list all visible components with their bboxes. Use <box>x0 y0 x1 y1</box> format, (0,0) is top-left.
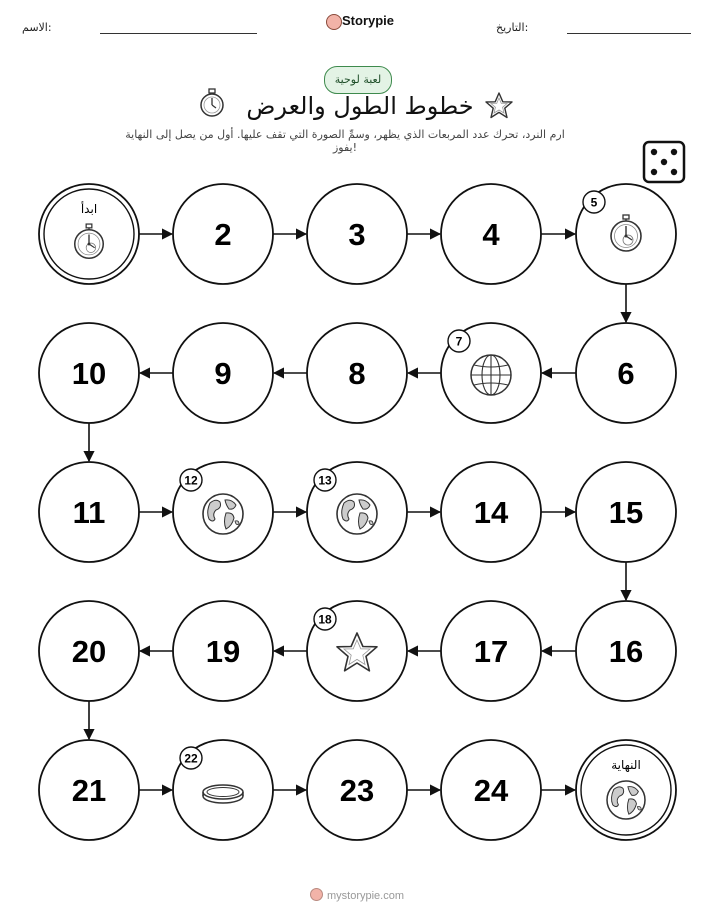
game-type-badge: لعبة لوحية <box>324 66 392 94</box>
board-cell-2[interactable] <box>173 184 273 284</box>
board-cell-20[interactable] <box>39 601 139 701</box>
instructions: ارم النرد، تحرك عدد المربعات الذي يظهر، وسمِّ الصورة التي تقف عليها. أول من يصل إلى النهاية يفوز! <box>125 128 565 154</box>
cell-number: 2 <box>214 217 232 252</box>
cell-number: 24 <box>473 773 509 808</box>
cell-number: 19 <box>205 634 241 669</box>
finish-label: النهاية <box>611 758 641 772</box>
cell-number: 10 <box>71 356 107 391</box>
cell-number: 15 <box>608 495 644 530</box>
board-cell-24[interactable] <box>441 740 541 840</box>
footer <box>0 888 714 902</box>
board-cell-14[interactable] <box>441 462 541 562</box>
cell-number: 9 <box>214 356 232 391</box>
board-cell-1[interactable] <box>39 184 139 284</box>
cell-number: 20 <box>71 634 107 669</box>
footer-url[interactable]: mystorypie.com <box>326 890 405 902</box>
cell-number: 6 <box>617 356 635 391</box>
brand-name: Storypie <box>342 13 395 28</box>
cell-number: 16 <box>608 634 644 669</box>
board-cell-6[interactable] <box>576 323 676 423</box>
board-cell-16[interactable] <box>576 601 676 701</box>
earth-icon <box>203 494 243 534</box>
footer-logo-icon <box>310 888 323 901</box>
board-cell-7[interactable] <box>441 323 541 423</box>
board-cell-15[interactable] <box>576 462 676 562</box>
board-cell-5[interactable] <box>576 184 676 284</box>
cell-number: 14 <box>473 495 509 530</box>
board-cell-18[interactable] <box>307 601 407 701</box>
cell-number: 13 <box>318 473 332 488</box>
cell-number: 22 <box>184 751 198 766</box>
board-cell-9[interactable] <box>173 323 273 423</box>
cell-number: 5 <box>590 195 598 210</box>
cell-number: 17 <box>473 634 509 669</box>
cell-number: 11 <box>72 495 106 530</box>
cell-number: 3 <box>348 217 366 252</box>
board-cell-25[interactable] <box>576 740 676 840</box>
board-cell-3[interactable] <box>307 184 407 284</box>
board-cell-10[interactable] <box>39 323 139 423</box>
board-cell-11[interactable] <box>39 462 139 562</box>
cell-number: 23 <box>339 773 375 808</box>
board-cell-8[interactable] <box>307 323 407 423</box>
board-cell-4[interactable] <box>441 184 541 284</box>
cell-number: 8 <box>348 356 366 391</box>
board-cell-19[interactable] <box>173 601 273 701</box>
board-cell-22[interactable] <box>173 740 273 840</box>
globe-grid-icon <box>471 355 511 395</box>
start-label: ابدأ <box>80 202 98 216</box>
date-label: التاريخ: <box>496 21 529 34</box>
cell-number: 12 <box>184 473 198 488</box>
name-label: الاسم: <box>22 21 52 34</box>
board-cell-17[interactable] <box>441 601 541 701</box>
board-cell-21[interactable] <box>39 740 139 840</box>
cell-number: 18 <box>318 612 332 627</box>
earth-icon <box>607 781 645 819</box>
board-cell-23[interactable] <box>307 740 407 840</box>
board-cell-12[interactable] <box>173 462 273 562</box>
cell-number: 21 <box>71 773 107 808</box>
page-title: خطوط الطول والعرض <box>246 92 474 120</box>
cell-number: 7 <box>455 334 463 349</box>
board-cell-13[interactable] <box>307 462 407 562</box>
earth-icon <box>337 494 377 534</box>
cell-number: 4 <box>482 217 500 252</box>
